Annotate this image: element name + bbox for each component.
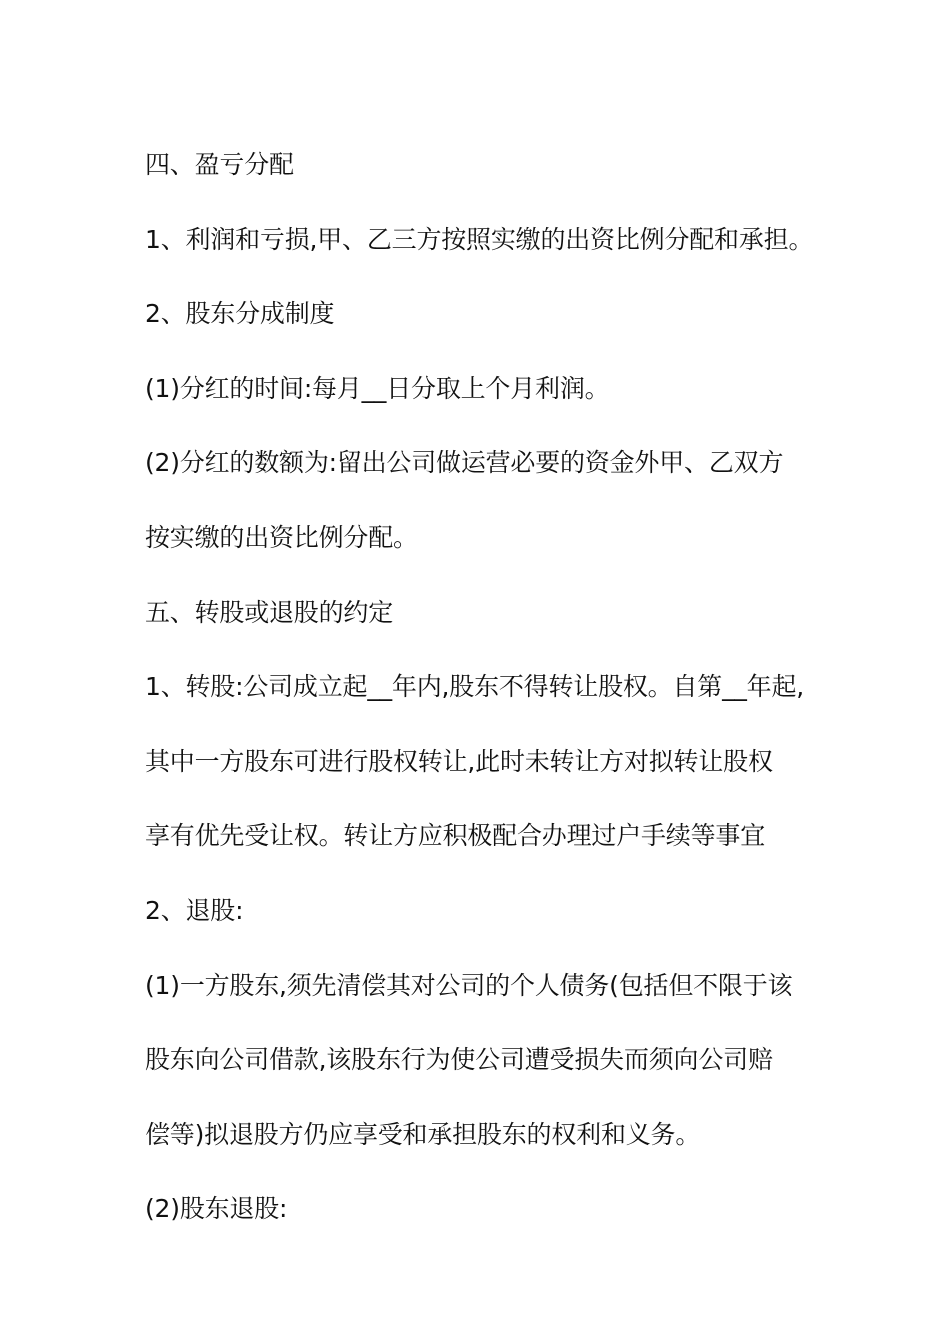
document-body	[145, 128, 825, 1247]
paragraph-line: 1、利润和亏损,甲、乙三方按照实缴的出资比例分配和承担。	[145, 224, 814, 254]
section-heading-share-transfer: 五、转股或退股的约定	[145, 597, 394, 627]
paragraph-line: (2)分红的数额为:留出公司做运营必要的资金外甲、乙双方	[145, 448, 784, 478]
subsection-heading-withdrawal: 2、退股:	[145, 895, 244, 925]
paragraph-line: 股东向公司借款,该股东行为使公司遭受损失而须向公司赔	[145, 1045, 773, 1075]
paragraph-line: (1)分红的时间:每月__日分取上个月利润。	[145, 373, 610, 403]
subsection-heading-dividend-system: 2、股东分成制度	[145, 299, 335, 329]
paragraph-line: 享有优先受让权。转让方应积极配合办理过户手续等事宜	[145, 821, 766, 851]
paragraph-line: 偿等)拟退股方仍应享受和承担股东的权利和义务。	[145, 1119, 701, 1149]
paragraph-line: (2)股东退股:	[145, 1194, 288, 1224]
paragraph-line: 1、转股:公司成立起__年内,股东不得转让股权。自第__年起,	[145, 672, 805, 702]
paragraph-line: 其中一方股东可进行股权转让,此时未转让方对拟转让股权	[145, 746, 773, 776]
section-heading-profit-loss: 四、盈亏分配	[145, 150, 294, 179]
paragraph-line: 按实缴的出资比例分配。	[145, 522, 418, 552]
paragraph-line: (1)一方股东,须先清偿其对公司的个人债务(包括但不限于该	[145, 970, 793, 1000]
